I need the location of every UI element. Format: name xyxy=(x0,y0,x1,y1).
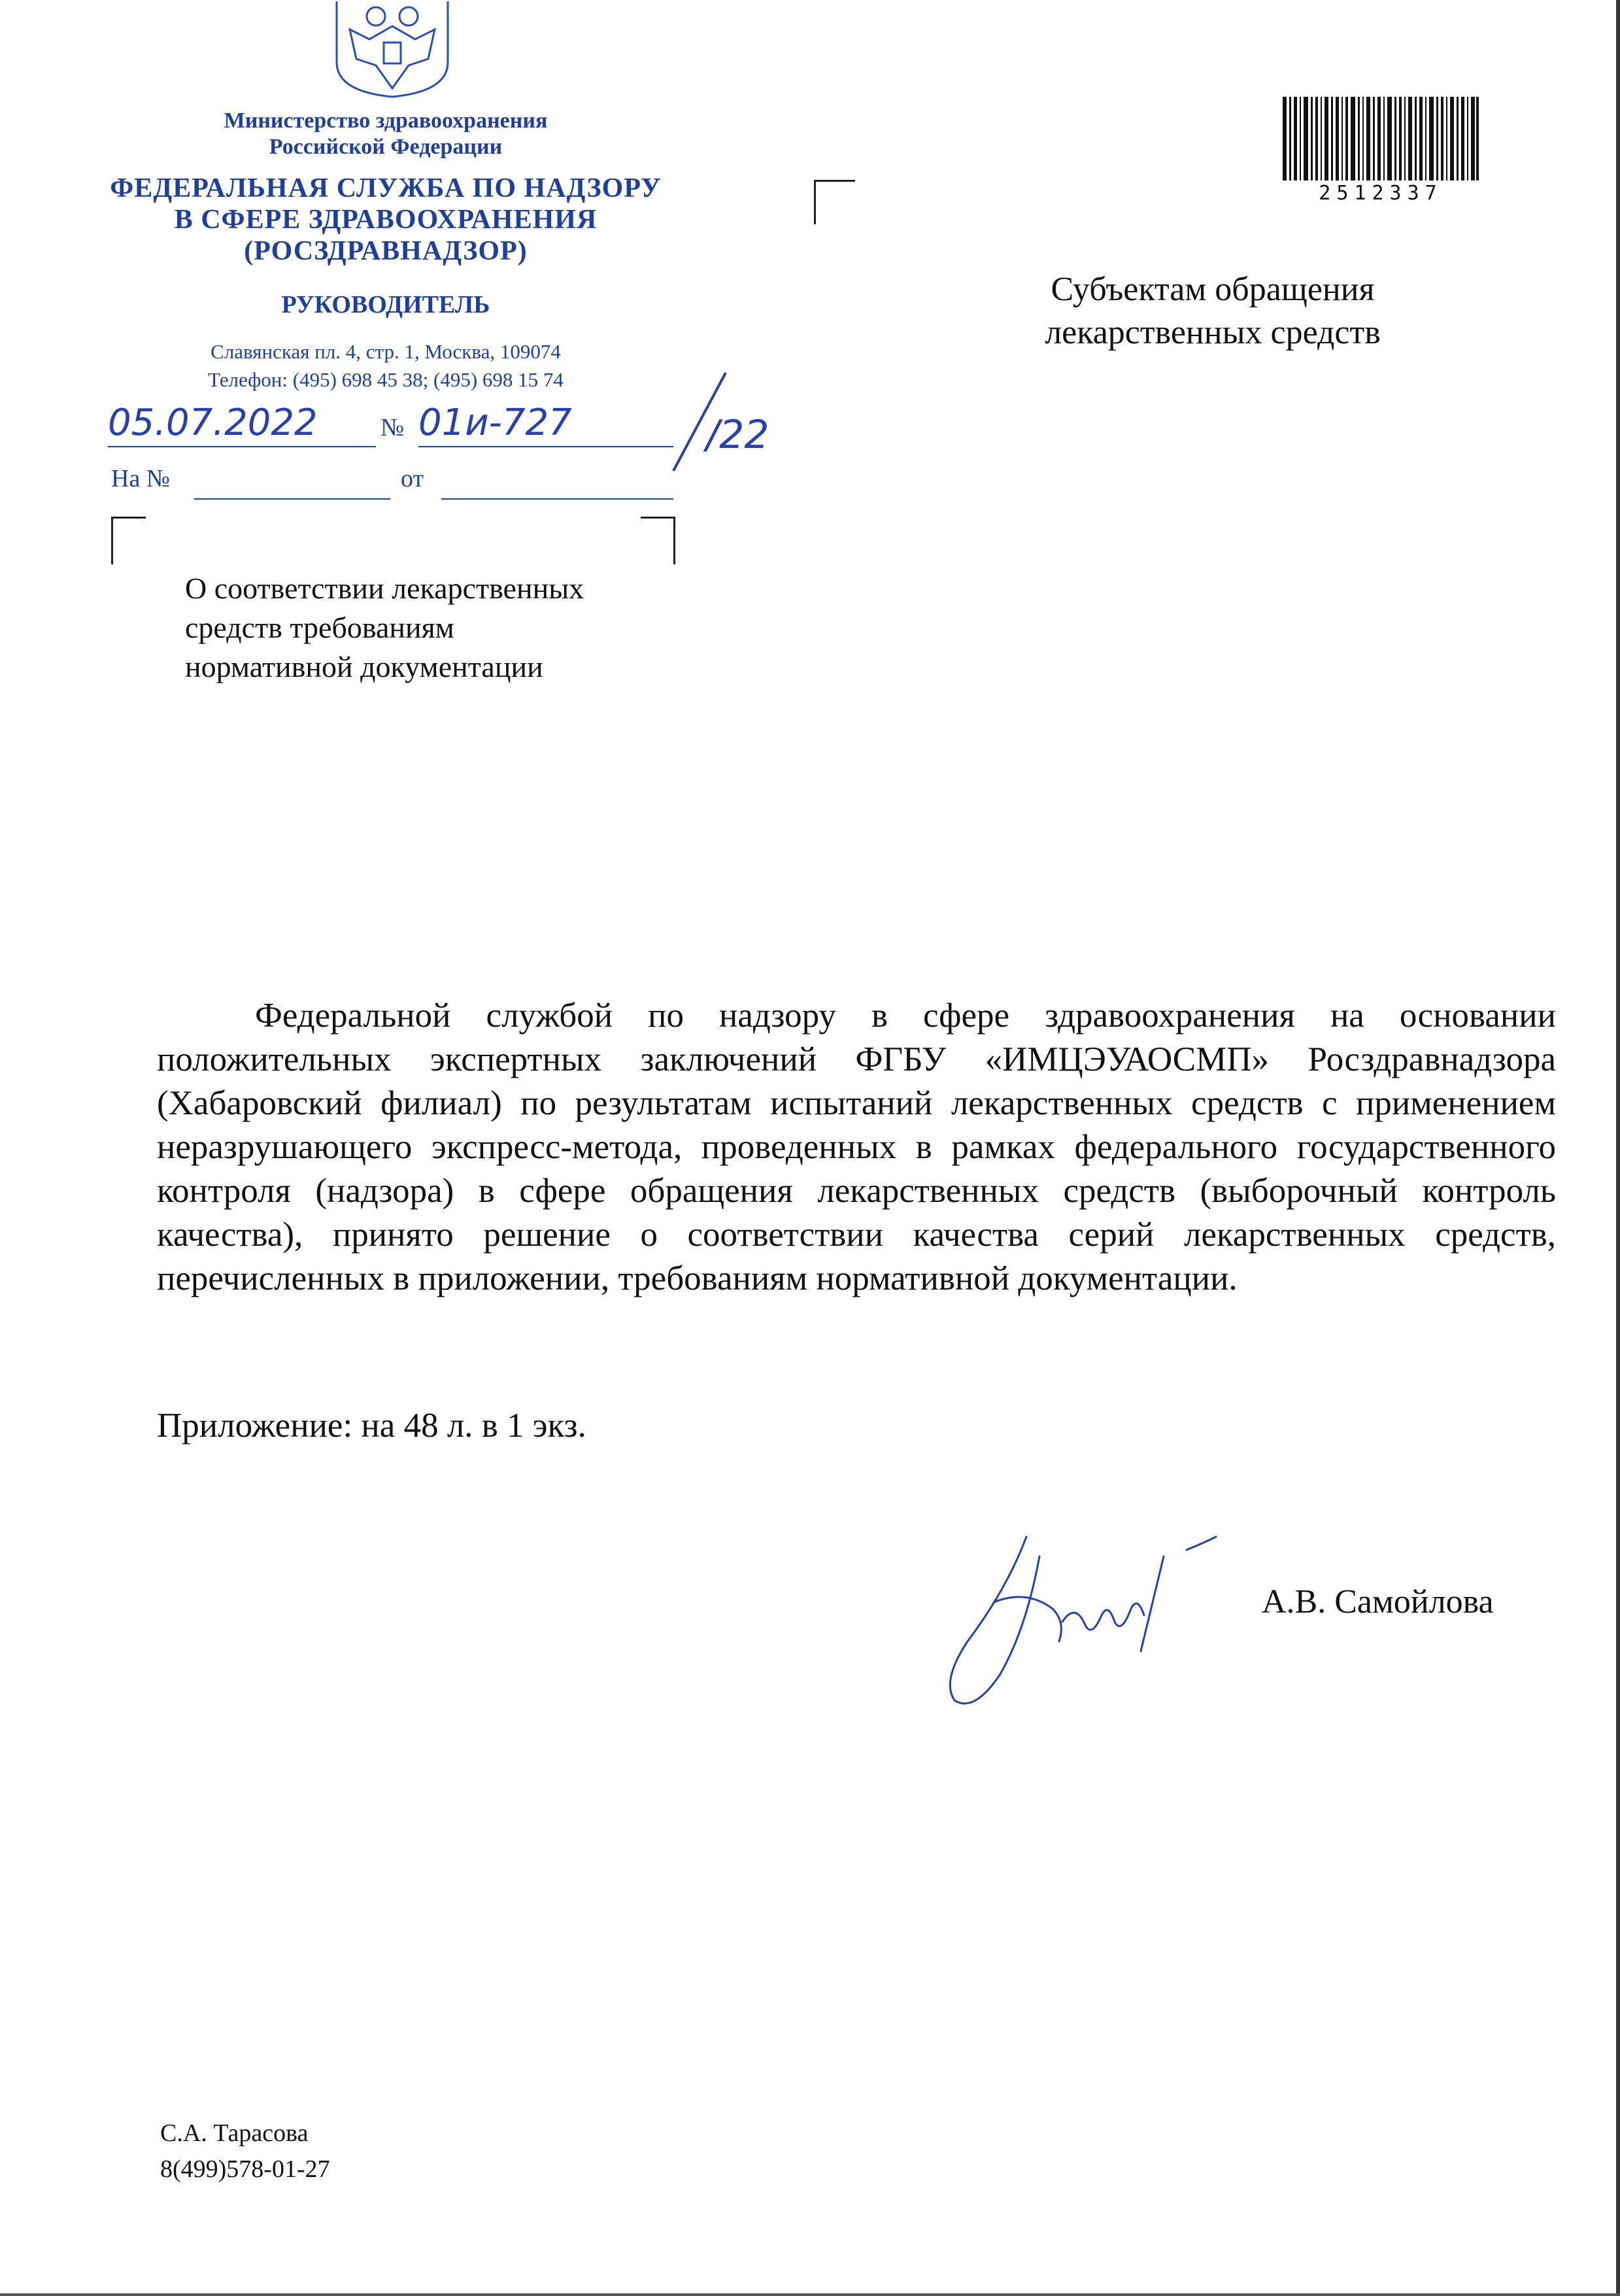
handwritten-signature xyxy=(928,1511,1268,1720)
registration-suffix: /22 xyxy=(706,412,769,458)
body-paragraph: Федеральной службой по надзору в сфере здравоохранения на основании положительных экспертных заключений ФГБУ «ИМЦЭУАОСМП» Росздравнадзора (Хабаровский филиал) по результатам испытаний лекарственных средств с применением неразрушающего экспресс-метода, проведенных в рамках федерального государственного контроля (надзора) в сфере обращения лекарственных средств (выборочный контроль качества), принято решение о соответствии качества серий лекарственных средств, перечисленных в приложении, требованиям нормативной документации. xyxy=(157,997,1556,1297)
service-line-3: (РОСЗДРАВНАДЗОР) xyxy=(244,236,528,266)
subject-corner-right xyxy=(641,517,675,564)
executor-name: С.А. Тарасова xyxy=(160,2119,309,2147)
registration-number: 01и-727 xyxy=(418,400,673,447)
attachment-note: Приложение: на 48 л. в 1 экз. xyxy=(157,1407,586,1445)
service-line-1: ФЕДЕРАЛЬНАЯ СЛУЖБА ПО НАДЗОРУ xyxy=(110,173,662,203)
registration-date: 05.07.2022 xyxy=(108,400,376,447)
address-line: Славянская пл. 4, стр. 1, Москва, 109074 xyxy=(211,340,561,363)
executor-phone: 8(499)578-01-27 xyxy=(160,2155,330,2183)
position-title: РУКОВОДИТЕЛЬ xyxy=(281,291,490,318)
recipient-block: Субъектам обращения лекарственных средств xyxy=(1045,271,1381,351)
russian-coat-of-arms-icon xyxy=(330,0,454,98)
reply-label: На № xyxy=(111,465,171,492)
subject-corner-left xyxy=(111,517,146,564)
number-label: № xyxy=(380,414,405,441)
barcode-number: 2512337 xyxy=(1319,182,1443,205)
letter-subject: О соответствии лекарственных средств требованиям нормативной документации xyxy=(185,572,584,683)
scan-edge-bottom xyxy=(0,2293,1620,2296)
ministry-line-2: Российской Федерации xyxy=(269,135,503,159)
barcode xyxy=(1283,97,1479,180)
address-corner xyxy=(814,180,855,224)
from-label: от xyxy=(401,465,424,492)
reply-number-field xyxy=(194,498,390,500)
service-line-2: В СФЕРЕ ЗДРАВООХРАНЕНИЯ xyxy=(174,205,598,235)
scan-edge-right xyxy=(1616,0,1620,2296)
letter-body xyxy=(157,994,1556,1301)
signer-name: А.В. Самойлова xyxy=(1262,1583,1494,1620)
reply-date-field xyxy=(441,498,673,500)
ministry-line-1: Министерство здравоохранения xyxy=(224,109,548,133)
phone-line: Телефон: (495) 698 45 38; (495) 698 15 74 xyxy=(208,368,564,391)
